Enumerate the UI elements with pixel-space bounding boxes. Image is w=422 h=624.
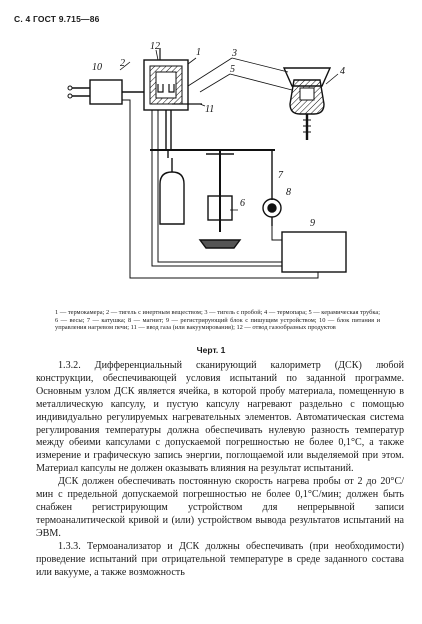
paragraph-1-3-2: 1.3.2. Дифференциальный сканирующий калориметр (ДСК) любой конструкции, обеспечивающей условия испытаний по заданной программе. Основным узлом ДСК является ячейка, в которой пробу материала, помещенную в металлическую капсулу, и пустую капсулу нагревают раздельно с помощью индивидуально регулируемых нагревательных элементов. Автоматическая система регулирования температуры должна обеспечивать нулевую разность температур между обеими капсулами с допускаемой погрешностью не более 0,1°С, а также измерение и графическую запись энергии, поглощаемой или выделяемой при этом. Материал капсулы не должен оказывать влияния на результат испытаний.: [36, 360, 404, 475]
figure-title: Черт. 1: [196, 345, 226, 355]
callout-4: 4: [340, 66, 345, 77]
page-header: С. 4 ГОСТ 9.715—86: [14, 14, 100, 24]
balance-base: [200, 240, 240, 248]
recording-unit: [282, 232, 346, 272]
paragraph-1-3-3: 1.3.3. Термоанализатор и ДСК должны обеспечивать (при необходимости) проведение испытаний при отрицательной температуре в среде заданного состава или вакууме, а также возможность: [36, 540, 404, 578]
figure-caption: 1 — термокамера; 2 — тигель с инертным веществом; 3 — тигель с пробой; 4 — термопара; 5 — керамическая трубка; 6 — весы; 7 — катушка; 8 — магнит; 9 — регистрирующий блок с пишущим устройством; 10 — блок питания и управления нагревом печи; 11 — ввод газа (или вакуумирования); 12 — отвод газообразных продуктов: [55, 309, 380, 332]
callout-2: 2: [120, 58, 125, 69]
power-control-unit: [90, 80, 122, 104]
apparatus-diagram: [0, 0, 422, 310]
body-text: [36, 360, 404, 579]
callout-10: 10: [92, 62, 102, 73]
callout-1: 1: [196, 47, 201, 58]
callout-3: 3: [232, 48, 237, 59]
counterweight-flask: [160, 172, 184, 224]
callout-11: 11: [205, 104, 215, 115]
paragraph-dsk-rate: ДСК должен обеспечивать постоянную скорость нагрева пробы от 2 до 20°С/мин с предельной допускаемой погрешностью не более 0,1°С/мин; должен быть снабжен регистрирующим устройством для непрерывной записи термоаналитической кривой и (или) устройством вывода результатов испытаний на ЭВМ.: [36, 476, 404, 539]
callout-9: 9: [310, 218, 315, 229]
callout-6: 6: [240, 198, 245, 209]
callout-7: 7: [278, 170, 283, 181]
magnet: [268, 204, 276, 212]
callout-5: 5: [230, 64, 235, 75]
callout-8: 8: [286, 187, 291, 198]
callout-12: 12: [150, 41, 160, 52]
